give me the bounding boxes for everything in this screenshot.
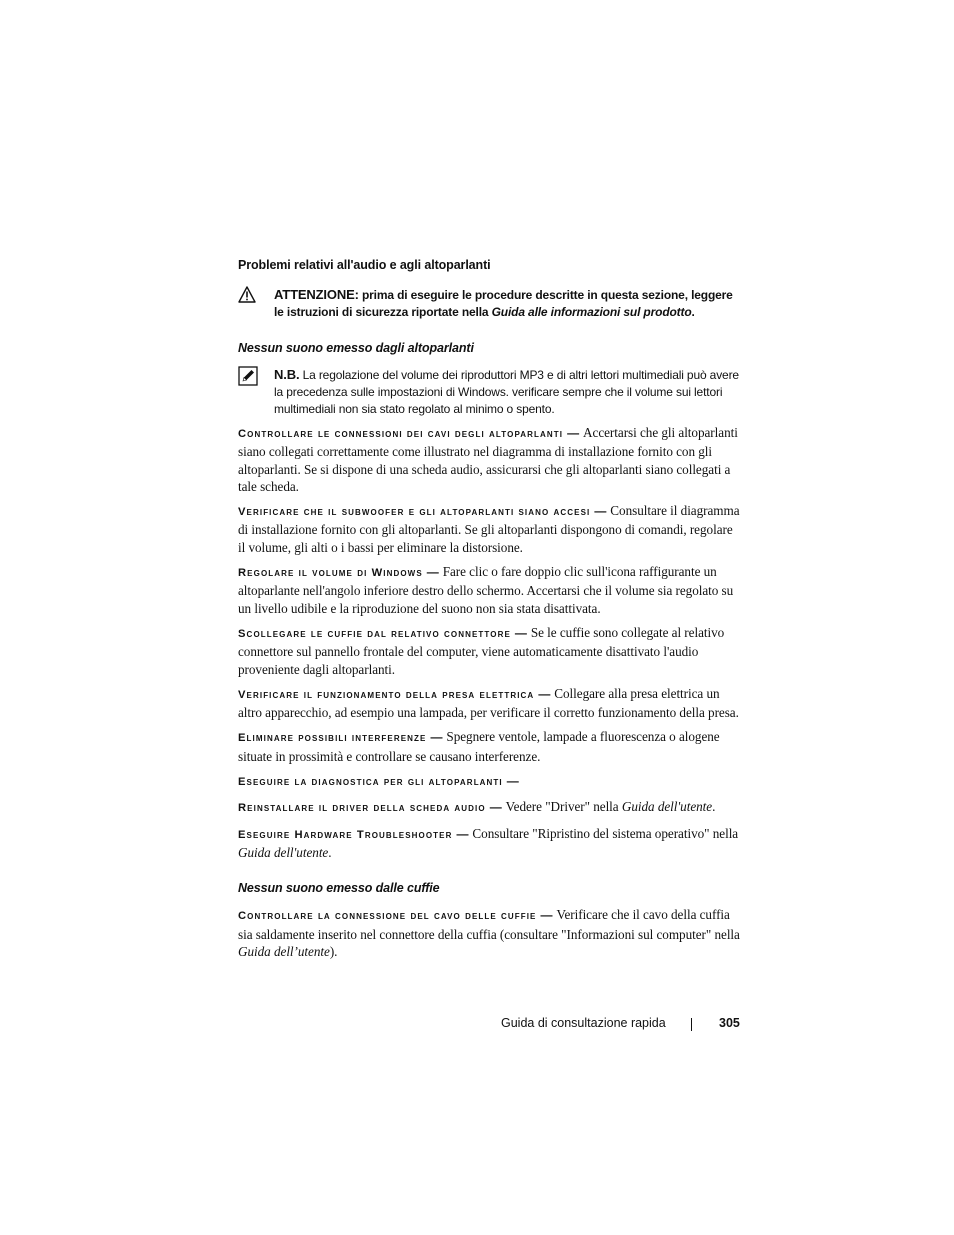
entry-dash: — [489, 800, 502, 815]
entry-dash: — [514, 625, 527, 640]
entry-tail: . [328, 844, 332, 860]
section-title: Problemi relativi all'audio e agli altoparlanti [238, 258, 491, 272]
entry-tail: ). [329, 943, 338, 959]
entry-guide-title: Guida dell'utente [621, 799, 713, 815]
caution-lead: ATTENZIONE: [274, 287, 359, 302]
entry-guide-title: Guida dell'utente [238, 844, 329, 860]
list-item [238, 728, 740, 765]
entry-dash: — [538, 686, 551, 701]
entry-text: Fare clic o fare doppio clic sull'icona raffigurante un altoparlante nell'angolo inferiore destro dello schermo. Accertarsi che il volume sia regolato su un livello udibile e la riproduzione del suono non sia stata disattivata. [238, 564, 734, 616]
note-body: La regolazione del volume dei riproduttori MP3 e di altri lettori multimediali può avere la precedenza sulle impostazioni di Windows. verificare sempre che il volume sui lettori multimediali non sia stato regolato al minimo o spento. [274, 368, 739, 416]
entry-dash: — [567, 426, 580, 440]
caution-notice [238, 286, 740, 321]
entry-term: Eliminare possibili interferenze [238, 732, 427, 745]
subsection-title-headphones: Nessun suono emesso dalle cuffie [238, 881, 440, 896]
entry-text: Consultare "Ripristino del sistema operativo" nella [472, 825, 739, 841]
entry-text: Se le cuffie sono collegate al relativo connettore sul pannello frontale del computer, viene automaticamente disattivato l'audio proveniente dagli altoparlanti. [238, 624, 725, 677]
entry-dash: — [430, 730, 443, 745]
entry-term: Regolare il volume di Windows [238, 567, 423, 580]
entry-dash: — [594, 504, 607, 519]
list-item [238, 424, 740, 495]
list-item [238, 825, 740, 862]
footer-title: Guida di consultazione rapida [501, 1016, 666, 1030]
entry-dash: — [506, 774, 519, 789]
entry-term: Scollegare le cuffie dal relativo connettore [238, 627, 511, 640]
note-text [274, 366, 740, 418]
entry-text: Consultare il diagramma di installazione fornito con gli altoparlanti. Se gli altoparlanti dispongono di comandi, regolare il volume, gli alti o i bassi per eliminare la distorsione. [238, 503, 740, 555]
entry-term: Verificare il funzionamento della presa elettrica [238, 688, 535, 701]
troubleshooting-list-headphones [238, 906, 740, 960]
troubleshooting-list-speakers [238, 424, 740, 861]
list-item [238, 502, 740, 556]
entry-dash: — [540, 908, 553, 923]
list-item [238, 906, 740, 960]
entry-term: Reinstallare il driver della scheda audio [238, 802, 486, 815]
entry-term: Eseguire la diagnostica per gli altoparlanti [238, 776, 503, 789]
entry-term: Eseguire Hardware Troubleshooter [238, 828, 453, 841]
entry-guide-title: Guida dell’utente [238, 943, 330, 959]
entry-text: Collegare alla presa elettrica un altro apparecchio, ad esempio una lampada, per verificare il corretto funzionamento della presa. [238, 685, 739, 721]
entry-text: Spegnere ventole, lampade a fluorescenza o alogene situate in prossimità e controllare se causano interferenze. [238, 729, 720, 764]
page-number: 305 [719, 1016, 740, 1030]
entry-dash: — [426, 565, 439, 580]
entry-dash: — [456, 826, 469, 841]
entry-term: Controllare la connessione del cavo delle cuffie [238, 910, 537, 923]
list-item [238, 685, 740, 722]
note-notice [238, 366, 740, 418]
page-content [238, 258, 740, 967]
entry-term: Verificare che il subwoofer e gli altoparlanti siano accesi [238, 506, 591, 519]
list-item [238, 563, 740, 617]
subsection-title-speakers: Nessun suono emesso dagli altoparlanti [238, 341, 474, 355]
entry-tail: . [712, 799, 716, 815]
caution-guide-title: Guida alle informazioni sul prodotto [491, 305, 692, 319]
entry-text: Accertarsi che gli altoparlanti siano collegati correttamente come illustrato nel diagramma di installazione fornito con gli altoparlanti. Se si dispone di una scheda audio, assicurarsi che gli altoparlanti siano collegati a tale scheda. [238, 425, 738, 494]
caution-body: prima di eseguire le procedure descritte in questa sezione, leggere le istruzioni di sicurezza riportate nella [274, 288, 733, 319]
warning-triangle-icon [238, 286, 274, 308]
note-pencil-icon [238, 366, 274, 391]
entry-term: Controllare le connessioni dei cavi degli altoparlanti [238, 428, 564, 440]
entry-text: Vedere "Driver" nella [505, 799, 622, 815]
list-item [238, 772, 740, 791]
list-item [238, 624, 740, 678]
footer-divider [691, 1018, 692, 1031]
caution-text [274, 286, 740, 321]
note-lead: N.B. [274, 367, 300, 382]
entry-text: Verificare che il cavo della cuffia sia saldamente inserito nel connettore della cuffia (consultare "Informazioni sul computer" nella [238, 907, 740, 942]
caution-tail: . [691, 305, 695, 319]
list-item [238, 798, 740, 817]
